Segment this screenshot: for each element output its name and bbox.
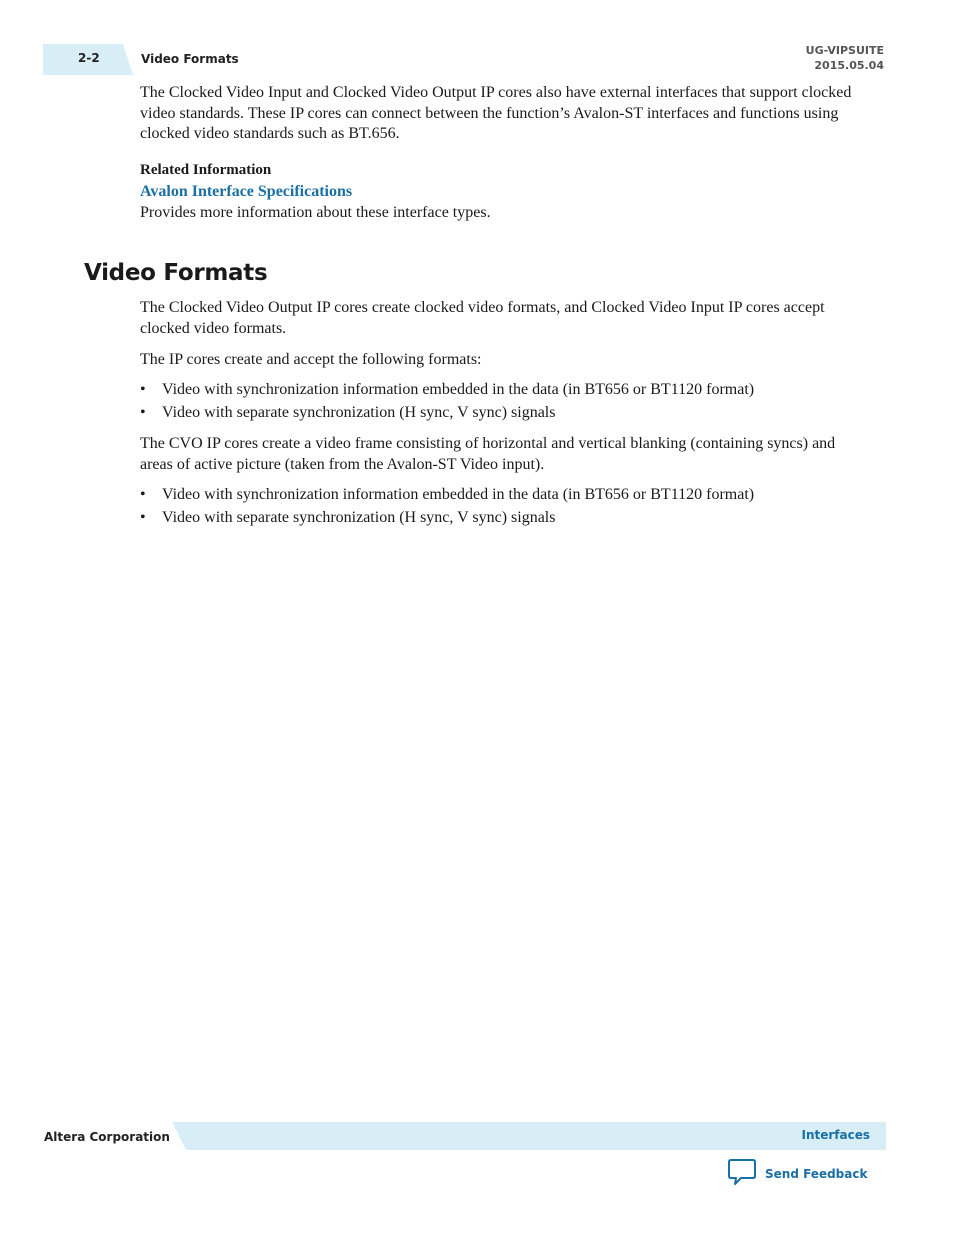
bullet-icon: •	[140, 404, 146, 421]
footer-chapter-link[interactable]: Interfaces	[801, 1128, 870, 1142]
send-feedback-label: Send Feedback	[765, 1167, 868, 1181]
bullet-icon: •	[140, 486, 146, 503]
doc-date: 2015.05.04	[814, 59, 884, 72]
format-list-2	[140, 485, 860, 531]
list-item-text: Video with separate synchronization (H sync, V sync) signals	[162, 404, 556, 421]
list-item	[140, 403, 860, 424]
list-item	[140, 508, 860, 529]
section-paragraph-3: The CVO IP cores create a video frame consisting of horizontal and vertical blanking (containing syncs) and areas of active picture (taken from the Avalon-ST Video input).	[140, 435, 836, 473]
list-item-text: Video with synchronization information embedded in the data (in BT656 or BT1120 format)	[162, 381, 755, 398]
list-item-text: Video with synchronization information embedded in the data (in BT656 or BT1120 format)	[162, 486, 755, 503]
send-feedback-button[interactable]	[727, 1158, 867, 1190]
footer-band	[172, 1122, 886, 1150]
section-heading: Video Formats	[84, 260, 268, 286]
related-information-heading: Related Information	[140, 162, 272, 178]
page-number: 2-2	[78, 51, 100, 65]
bullet-icon: •	[140, 509, 146, 526]
section-paragraph-2: The IP cores create and accept the following formats:	[140, 351, 482, 368]
format-list-1	[140, 380, 860, 426]
list-item	[140, 380, 860, 401]
bullet-icon: •	[140, 381, 146, 398]
company-name: Altera Corporation	[44, 1130, 170, 1144]
section-paragraph-1: The Clocked Video Output IP cores create clocked video formats, and Clocked Video Input IP cores accept clocked video formats.	[140, 299, 825, 337]
doc-id: UG-VIPSUITE	[805, 44, 884, 57]
list-item-text: Video with separate synchronization (H sync, V sync) signals	[162, 509, 556, 526]
list-item	[140, 485, 860, 506]
intro-paragraph: The Clocked Video Input and Clocked Video Output IP cores also have external interfaces that support clocked video standards. These IP cores can connect between the function’s Avalon-ST interfaces and functions using clocked video standards such as BT.656.	[140, 84, 852, 142]
related-description: Provides more information about these interface types.	[140, 204, 491, 221]
header-section-title: Video Formats	[141, 52, 239, 66]
speech-bubble-icon	[727, 1158, 757, 1190]
avalon-spec-link[interactable]: Avalon Interface Specifications	[140, 183, 353, 200]
doc-info	[806, 43, 884, 73]
